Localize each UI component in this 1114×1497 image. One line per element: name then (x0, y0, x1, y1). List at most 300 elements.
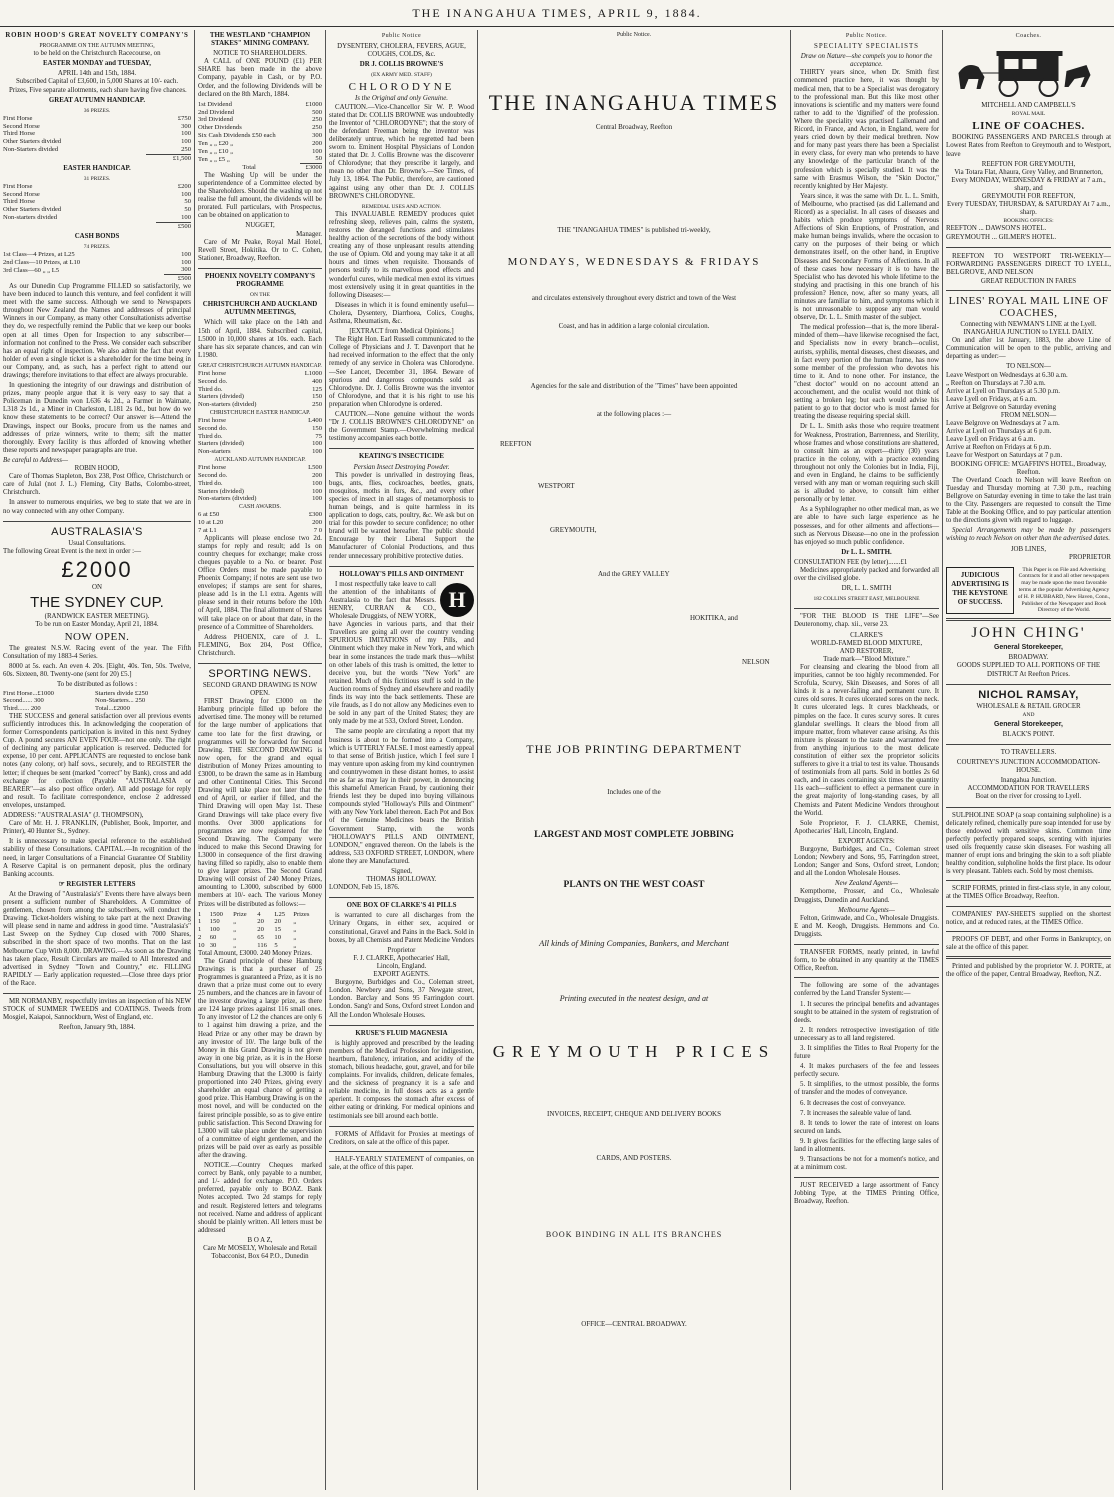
job-printing-note: Printing executed in the neatest design, and at (559, 994, 709, 1003)
table-row: 1 150 „ 20 20 „ (198, 918, 297, 926)
list-item: 4. It makes purchasers of the fee and lessees perfectly secure. (794, 1063, 939, 1079)
table-row: Third Horse 100 (3, 130, 191, 138)
kruse-body: is highly approved and prescribed by the leading members of the Medical Profession for indigestion, heartburn, flatulency, irritation, and acidity of the stomach, bilious headache, gout, gravel, and for bile complaints. For invalids, children, delicate females, and the sickness of pregnancy it is a safe and reliable medicine, in full doses acts as a gentle aperient. It composes the stomach after excess of either eating or drinking. For medical opinions and testimonials see bill around each bottle. (329, 1039, 474, 1120)
advantages-intro: The following are some of the advantages conferred by the Land Transfer System:— (794, 982, 939, 998)
table-row: 1 100 „ 20 15 „ (198, 926, 297, 934)
australasia-franklin: Care of Mr. H. J. FRANKLIN, (Publisher, Book, Importer, and Printer), 40 Hunter St., Sydney. (3, 820, 191, 836)
table-row: Ten „ „ £10 „ 100 (198, 147, 322, 155)
courtney-advert (946, 749, 1111, 802)
column-3 (326, 30, 477, 1490)
australasia-subtitle: Usual Consultations. (68, 539, 126, 547)
job-invoices: INVOICES, RECEIPT, CHEQUE AND DELIVERY BOOKS (546, 1110, 722, 1118)
smith-medicines: Medicines appropriately packed and forwarded all over the civilised globe. (794, 567, 939, 583)
job-includes: Includes one of the (607, 788, 661, 796)
melbourne-agents-heading: Melbourne Agents— (838, 906, 895, 914)
phoenix-table-3 (198, 464, 322, 503)
sporting-news-subtitle: SECOND GRAND DRAWING IS NOW OPEN. (202, 682, 318, 698)
australasia-body-3: At the Drawing of "Australasia's" Events there have always been present a sufficient number of Shareholders. A Committee of gentlemen, chosen from among the subscribers, will conduct the Drawing. Ticket-holders wishing to take part at the next Drawing will please send in name and address in good time. "Australasia's" Last Sweep on the Sydney Cup closed with 7000 Shares, subscribed in the short space of two months. That on the last Melbourne Cup With 8,000. DRAWING.—As soon as the Drawing has taken place, Result Circulars are mailed to All Interested and advertised in Sydney "Town and Country," etc. FILLING RAPIDLY — Early application requested.—Close three days prior of the Race. (3, 890, 191, 987)
phoenix-body-2: Applicants will please enclose two 2d. stamps for reply and result; add 1s on country cheques for exchange; make cross cheques payable to a No. or bearer. Post Office Orders must be made payable to Phoenix Company; if notes are sent use two envelopes; if stamps are sent for shares, please add 1s in the L1 extra. Agents will please send in their returns before the 10th of April, 1884. The final allotment of Shares will take place on or about that date, in the presence of a Committee of Shareholders. (198, 534, 322, 631)
phoenix-great-handicap: GREAT CHRISTCHURCH AUTUMN HANDICAP. (198, 362, 322, 369)
connecting-newman: Connecting with NEWMAN'S LINE at the Lyell. (960, 320, 1097, 328)
notice-places-intro: at the following places :— (596, 410, 672, 418)
phoenix-meetings: CHRISTCHURCH AND AUCKLAND AUTUMN MEETINGS, (202, 301, 318, 317)
autumn-prizes-count: 36 PRIZES. (83, 107, 111, 114)
phoenix-body: Which will take place on the 14th and 15th of April, 1884. Subscribed capital, L5000 in 10,000 shares at 10s. each. Each share has six separate chances, and can win L1980. (198, 319, 322, 359)
collis-browne-title: DR J. COLLIS BROWNE'S (359, 61, 444, 69)
dysentery-heading: DYSENTERY, CHOLERA, FEVERS, AGUE, COUGHS, COLDS, &c. (337, 43, 466, 59)
divider (3, 993, 191, 994)
divider (946, 744, 1111, 745)
smith-address: 182 COLLINS STREET EAST, MELBOURNE (813, 596, 920, 603)
overland-notice: The Overland Coach to Nelson will leave Reefton on Tuesday and Thursday morning at 7.30 p.m., reaching Bellgrove on Saturday evening in time to take the last train to the City. Passengers are requested to consult the Time Table at the Booking Office, and to pay particular attention to the directions given with regard to luggage. (946, 476, 1111, 525)
robin-hood-days: EASTER MONDAY and TUESDAY, (43, 60, 151, 68)
divider (329, 1151, 474, 1152)
phoenix-cash-awards: CASH AWARDS. (238, 504, 282, 511)
collis-army: (EX ARMY MED. STAFF) (371, 72, 432, 79)
booking-offices: BOOKING OFFICES: (1003, 218, 1054, 225)
randwick-meeting: (RANDWICK EASTER MEETING). (44, 612, 150, 620)
table-row: 2nd Dividend 500 (198, 108, 322, 116)
blood-body: For cleansing and clearing the blood from all impurities, cannot be too highly recommended. For Scrofula, Scurvy, Skin Diseases, and Sores of all kinds it is a never-failing and permanent cure. It cures old sores. It cures ulcerated sores on the neck. It cures ulcerated legs. It cures blackheads, or pimples on the face. It cures scurvy sores. It cures glandular swellings. It clears the blood from all impure matter, from whatever cause arising. As this mixture is pleasant to the taste and warranted free from anything injurious to the most delicate constitution of either sex the proprietor solicits sufferers to give it a trial to test its value. Thousands of testimonials from all parts. Sold in bottles 2s 6d each, and in cases containing six times the quantity 11s each—sufficient to effect a permanent cure in the great majority of long-standing cases, by all Chemists and Patent Medicine Vendors throughout the World. (794, 663, 939, 817)
smith-body: THIRTY years since, when Dr. Smith first commenced practice here, it was thought by medical men, that to be a Specialist was derogatory to the professional man. But this like most other innovations is scientific and my matters were found rather to add to the 'dignified' of the profession. Where the speciality was practised Lallemand and Ricord, in France, and Acton, in England, were for years cried down by their medical brethren. Now and for many past years there has been a Specialist in every class, for every man who pretends to have any knowledge of the particular branch of the profession which is specially studied. It was the same with Erasmus Wilson, the "Skin Doctor," recently knighted by Her Majesty. (794, 69, 939, 190)
clarke-pills-title: ONE BOX OF CLARKE'S 41 PILLS (346, 902, 457, 910)
robin-hood-note: In answer to numerous enquiries, we beg to state that we are in no way connected with any other Company. (3, 499, 191, 515)
table-row: 3rd Dividend 250 (198, 116, 322, 124)
blood-restorer: AND RESTORER, (839, 647, 894, 655)
sporting-news-body: FIRST Drawing for £3000 on the Hamburg principle filled up before the advertised time. The money will be returned for the large number of applications that came too late for the first drawing, or programmes will be forwarded for Second Drawing. THE SECOND DRAWING is now open, for the grand and equal distribution of Money Prizes amounting to £3000, to be drawn the same as in Hamburg and other Continental Cities. This Second Drawing will take place not later that the end of April, or earlier if filled, and the Third Drawing will open May 1st. These Grand Drawings will take place every five months. Over 3000 applications for programmes are now registered for the Second Drawing. The Company were induced to make this Second Drawing for L3000 in consequence of the first drawing having filled so rapidly, also to enable them to give larger prizes. The Second Grand Drawing will consist of 240 Money Prizes, amounting to L3000, subscribed by 6000 members at 10/- each. The various Money Prizes will be distributed as follows:— (198, 698, 322, 908)
keatings-advert (329, 453, 474, 560)
table-row: 7 at L1 7 0 (198, 526, 322, 534)
westport-notice: REEFTON TO WESTPORT TRI-WEEKLY—FORWARDING PASSENGERS DIRECT TO LYELL, BELGROVE, AND NELSON (946, 251, 1111, 276)
greymouth-prices: GREYMOUTH PRICES (492, 1042, 776, 1061)
table-row: £500 (3, 222, 191, 230)
australasia-title: AUSTRALASIA'S (51, 525, 143, 538)
printed-by: Printed and published by the proprietor W. J. PORTE, at the office of the paper, Central Broadway, Reefton, N.Z. (946, 962, 1111, 978)
holloway-advert (329, 571, 474, 893)
normanby-date: Reefton, January 9th, 1884. (58, 1024, 136, 1032)
clarke-place: Lincoln, England. (376, 962, 427, 970)
table-row: £500 (3, 275, 191, 283)
place-westport: WESTPORT (538, 482, 575, 490)
table-row: Second...... 300 Non-Starters... 250 (3, 697, 146, 705)
divider (329, 897, 474, 898)
smith-body-2: Years since, it was the same with Dr. L. L. Smith, of Melbourne, who practised (as did Lallemand and Ricord) as a specialist. In all cases of diseases and habits which produce symptoms of Nervous Affections of Skin Eruptions, of Prostration, and make human beings invalids, where the occasion to carry on the purposes of their being or which demonstrates itself, on the other hand, in Eruptive Diseases and Secondary Forms of Affections. In all of these cases how necessary it is to have the Specialist who has devoted his whole lifetime to the studying and practising in this one branch of his profession? Hence, now, after so many years, all minutes are familiar to him, and symptoms which it is not unreasonable to suppose any man would observe, Dr. L. L. Smith master of the subject. (794, 192, 939, 322)
ramsay-and: AND (1022, 711, 1035, 718)
schedule-row: Leave Lyell on Fridays, at 6 a.m. (946, 395, 1037, 403)
normanby-advert (3, 998, 191, 1032)
table-row: 10 30 „ 116 5 „ (198, 941, 297, 949)
hubbard-advert (946, 567, 1111, 615)
schedule-row: Arrive at Belgrove on Saturday evening (946, 403, 1057, 411)
australasia-now-open: NOW OPEN. (64, 631, 130, 644)
table-row: 2 60 „ 65 10 „ (198, 934, 297, 942)
divider (198, 268, 322, 269)
column-header: Public Notice. (845, 33, 888, 39)
table-row: 6 at £50 £300 (198, 511, 322, 519)
westland-manager: Manager. (296, 230, 322, 238)
ramsay-store: General Storekeeper, (994, 720, 1063, 728)
robin-hood-held: to be held on the Christchurch Racecourse, on (33, 50, 161, 58)
holloway-signature: THOMAS HOLLOWAY. (366, 876, 437, 884)
john-ching-advert (946, 625, 1111, 678)
land-transfer-advert (794, 982, 939, 1172)
blood-verse: "FOR THE BLOOD IS THE LIFE"—See Deuteronomy, chap. xii., verse 23. (794, 613, 939, 629)
australasia-distribution-label: To be distributed as follows : (56, 681, 138, 689)
autumn-handicap-heading: GREAT AUTUMN HANDICAP. (48, 96, 146, 104)
divider (329, 1126, 474, 1127)
smith-body-4: Dr L. L. Smith asks those who require treatment for Weakness, Prostration, Barrenness, and Sterility, whose frames and whose constitutions are shattered, to consult him as an expert—thirty (30) years practice in the colony, with a practice extending throughout not only the Colonies but in India, Fiji, and even in England, he claims to be sufficiently versed with any man or woman requiring such skill as is alluded to above, to consult him either personally or by letter. (794, 423, 939, 504)
schedule-row: Arrive at Reefton on Fridays at 6 p.m. (946, 444, 1052, 452)
keatings-title: KEATING'S INSECTICIDE (358, 453, 445, 461)
notice-coast: Coast, and has in addition a large colonial circulation. (558, 322, 710, 330)
smith-signature: Dr L. L. SMITH. (841, 548, 892, 556)
collis-diseases: Diseases in which it is found eminently useful—Cholera, Dysentery, Diarrhoea, Colics, Coughs, Asthma, Rheumatism, &c. (329, 301, 474, 325)
robin-hood-dates: APRIL 14th and 15th, 1884. (57, 70, 137, 78)
australasia-description: The greatest N.S.W. Racing event of the year. The Fifth Consultation of my 1883-4 Series. (3, 645, 191, 661)
phoenix-easter-handicap: CHRISTCHURCH EASTER HANDICAP. (209, 409, 311, 416)
divider (198, 663, 322, 664)
job-largest: LARGEST AND MOST COMPLETE JOBBING (534, 830, 734, 840)
divider (3, 521, 191, 522)
sporting-total: Total Amount, £3000. 240 Money Prizes. (198, 949, 312, 957)
list-item: 7. It increases the saleable value of land. (800, 1109, 912, 1117)
list-item: 1. It secures the principal benefits and advantages sought to be attained in the system of registration of deeds. (794, 1000, 939, 1024)
divider (946, 684, 1111, 685)
robin-hood-address-label: Be careful to Address— (3, 456, 69, 464)
notice-agencies: Agencies for the sale and distribution of the "Times" have been appointed (530, 382, 738, 390)
masthead: THE INANGAHUA TIMES, APRIL 9, 1884. (0, 0, 1114, 27)
australasia-amount: £2000 (61, 556, 133, 582)
easter-handicap-heading: EASTER HANDICAP. (63, 164, 131, 172)
job-book-binding: BOOK BINDING IN ALL ITS BRANCHES (545, 1230, 723, 1239)
table-row: Ten „ „ £20 „ 200 (198, 139, 322, 147)
proofs-of-debt-notice: PROOFS OF DEBT, and other Forms in Bankruptcy, on sale at the office of this paper. (946, 935, 1111, 951)
table-row: First horse L500 (198, 464, 322, 472)
schedule-row: Leave Belgrove on Wednesdays at 7 a.m. (946, 420, 1060, 428)
hubbard-text: This Paper is on File and Advertising Contracts for it and all other newspapers may be made upon the most favorable terms at the popular Advertising Agency of H. P. HUBBARD, New Haven, Conn., Publisher of the Newspaper and Book Directory of the World. (1017, 566, 1111, 614)
boat-notice: Boat on the river for crossing to Lyell. (975, 793, 1082, 801)
westland-call: A CALL of ONE POUND (£1) PER SHARE has been made in the above Company, payable in Cash, or by P.O. Order, and the following Dividends will be declared on the 8th March, 1884. (198, 58, 322, 98)
proprietor-label: PROPRIETOR (1069, 553, 1111, 561)
ching-title: JOHN CHING' (971, 625, 1086, 642)
clarke-export: EXPORT AGENTS. (373, 971, 430, 979)
table-row: Starters (divided) 100 (198, 487, 322, 495)
holloway-signed: Signed, (391, 868, 412, 875)
mitchell-title: MITCHELL AND CAMPBELL'S (981, 102, 1076, 110)
blood-proprietor: Sole Proprietor, F. J. CLARKE, Chemist, Apothecaries' Hall, Lincoln, England. (794, 819, 939, 835)
smith-fee: CONSULTATION FEE (by letter).......£1 (794, 558, 908, 566)
phoenix-title: PHOENIX NOVELTY COMPANY'S PROGRAMME (204, 272, 315, 289)
schedule-row: Arrive at Lyell on Thursdays at 6 p.m. (946, 428, 1052, 436)
table-row: Non-starters (divided) 100 (198, 495, 322, 503)
export-agents-heading: EXPORT AGENTS: (838, 837, 895, 845)
sporting-care-of: Care Mr MOSELY, Wholesale and Retail Tobacconist, Box 64 P.O., Dunedin (203, 1245, 317, 1261)
table-row: Third do. 75 (198, 432, 322, 440)
cash-prizes-count: 74 PRIZES. (83, 243, 111, 250)
robin-hood-title: ROBIN HOOD'S GREAT NOVELTY COMPANY'S (5, 32, 189, 39)
australasia-prize-table (3, 690, 191, 713)
holloway-body: I most respectfully take leave to call the attention of the inhabitants of Australasia to the fact that Messrs. HENRY, CURRAN & CO., Wholesale Druggists, of NEW YORK, have Agencies in various parts, and that their Travellers are going all over the country vending SPURIOUS IMITATIONS of my Pills, and Ointment which they make in New York, and which bear in some instances the trade mark thus—whilst on other labels of this trash is omitted, the letter to deceive you, but the words "New York" are retained. Much of this fictitious stuff is sold in the Auction rooms of Sydney and elsewhere and readily finds its way into the back settlements. These are vile frauds, as I do not allow any Medicines even to be sold in any part of the United States; they are only made by me at 533, Oxford Street, London. (329, 580, 474, 726)
collis-caution: CAUTION.—None genuine without the words "Dr J. COLLIS BROWNE'S CHLORODYNE" on the Government Stamp.—Overwhelming medical testimony accompanies each bottle. (329, 411, 474, 443)
notice-title: THE INANGAHUA TIMES (488, 90, 780, 115)
collis-body-2: This INVALUABLE REMEDY produces quiet refreshing sleep, relieves pain, calms the system, restores the deranged functions and stimulates healthy action of the secretions of the body without creating any of those unpleasant results attending the use of Opium. Old and young may take it at all hours and times when requisite. Thousands of persons testify to its marvellous good effects and wonderful cures, while medical men extol its virtues most extensively using it in great quantities in the following Diseases:— (329, 210, 474, 299)
to-travellers: TO TRAVELLERS. (1000, 749, 1057, 757)
clarke-pills-body: is warranted to cure all discharges from the Urinary Organs, in either sex, acquired or constitutional, Gravel and Pains in the Back. Sold in boxes, by all Chemists and Patent Medicine Vendors (329, 912, 474, 944)
schedule-row: Leave Westport on Wednesdays at 6.30 a.m. (946, 371, 1068, 379)
nz-agents-body: Kempthorne, Prosser, and Co., Wholesale Druggists, Dunedin and Auckland. (794, 888, 939, 904)
table-row: 1st Dividend £1000 (198, 100, 322, 108)
table-row: Second Horse 300 (3, 122, 191, 130)
clarke-pills-advert (329, 902, 474, 1019)
booking-text: BOOKING PASSENGERS AND PARCELS through at Lowest Rates from Reefton to Greymouth and to Westport, leave (946, 134, 1111, 158)
cash-bonds-heading: CASH BONDS (74, 232, 120, 240)
table-row: £1,500 (3, 154, 191, 162)
phoenix-address: Address PHOENIX, care of J. L. FLEMING, Box 204, Post Office, Christchurch. (198, 633, 322, 657)
stagecoach-illustration (946, 43, 1111, 99)
table-row: 10 at L20 200 (198, 519, 322, 527)
sulpholine-notice: SULPHOLINE SOAP (a soap containing sulpholine) is a delicately refined, chemically pure soap intended for use by those endowed with sensitive skins. Common time perfectly perfectly prepared soaps, scenting with injuries used oils frequently cause skin diseases. For washing all manner of erupt ions and bringing the skin to a soft pliable healthy condition, sulpholine holds the first place. Its odour is very pleasant. Tablets each. Sold by most chemists. (946, 811, 1111, 876)
phoenix-advert (198, 273, 322, 658)
job-printing-heading: THE JOB PRINTING DEPARTMENT (526, 742, 742, 756)
schedule-row: Leave Lyell on Fridays at 6 a.m. (946, 436, 1036, 444)
table-row: Non-starters divided 100 (3, 214, 191, 222)
place-greymouth: GREYMOUTH, (550, 526, 597, 534)
booking-office: BOOKING OFFICE: M'GAFFIN'S HOTEL, Broadway, Reefton. (950, 460, 1107, 476)
table-row: Ten „ „ £5 „ 50 (198, 155, 322, 163)
table-row: Second do. 150 (198, 424, 322, 432)
dr-smith-advert (794, 43, 939, 603)
notice-address: Central Broadway, Reefton (595, 123, 673, 131)
robin-hood-body-2: In questioning the integrity of our drawings and distribution of prizes, many people argue that it is very easy to say that a Policeman in Dunedin won L636 4s 2d., a Farmer in Waimate, L318 2s 1d., a Miner in Charleston, L181 2s 0d., but how do we know these statements to be correct? Our answer is—Attend the Drawings, inspect our Books, procure from us the names and addresses of prize winners, write to them; sift the matter thoroughly. Every facility is thus afforded of knowing whether these reports and newspaper paragraphs are true. (3, 382, 191, 454)
table-row: 1st Class—4 Prizes, at L25 100 (3, 250, 191, 258)
phoenix-on: ON THE (250, 292, 270, 299)
westland-body: The Washing Up will be under the superintendence of a Committee elected by the Shareholders. Should the washing up not realise the full amount, the dividends will be prorated. Full particulars, with Prospectus, can be obtained on application to (198, 171, 322, 220)
from-nelson: FROM NELSON— (1000, 412, 1057, 419)
divider (329, 448, 474, 449)
reefton-to-greymouth: REEFTON FOR GREYMOUTH, (981, 160, 1076, 168)
australasia-on: ON (92, 583, 102, 591)
melbourne-agents-body: Felton, Grimwade, and Co., Wholesale Druggists. E and M. Keogh, Druggists. Hemmons and Co. Druggists. (794, 914, 939, 938)
list-item: 5. It simplifies, to the utmost possible, the forms of transfer and the modes of conveyance. (794, 1081, 939, 1097)
column-6 (943, 30, 1114, 1490)
notice-published: THE "INANGAHUA TIMES" is published tri-weekly, (557, 226, 711, 234)
westland-title: THE WESTLAND "CHAMPION STAKES" MINING COMPANY. (209, 32, 311, 48)
divider (946, 618, 1111, 621)
australasia-event-intro: The following Great Event is the next in order :— (3, 547, 141, 555)
clarke-agents: Burgoyne, Burbidges and Co., Coleman street, London. Newbery and Sons, 37 Newgate street, London. Barclay and Sons 95 Farringdon court. London. Sang'r and Sons, Oxford street London and All the London Wholesale Houses. (329, 979, 474, 1019)
holloway-date: LONDON, Feb 15, 1876. (329, 884, 400, 892)
lines-royal-mail-advert (946, 295, 1111, 562)
australasia-address: ADDRESS: "AUSTRALASIA" (J. THOMPSON), (3, 812, 144, 820)
australasia-body: THE SUCCESS and general satisfaction over all previous events sufficiently introduces this. In acknowledging the cooperation of former Correspondents participation is invited in this next Sydney Cup. A pound secures AN EVEN FOUR—not one only. The right of declining any particular application is reserved. Deducted for expense, 10 per cent. APPLICANTS are requested to enclose bank notes (any colony, or) half sovs., securely, and to REGISTER the letter; if cheques be sent (marked "correct" by Bank), cross and add exchange for collection (Payable "AUSTRALASIA or BEARER"—as also post office order). All add postage for reply and result. To facilitate correspondence, enclose 2 addressed envelopes, unstamped. (3, 712, 191, 809)
via-route: Via Totara Flat, Ahaura, Grey Valley, and Brunnerton, (954, 168, 1103, 176)
schedule-every: Every MONDAY, WEDNESDAY & FRIDAY at 7 a.m., sharp, and (951, 176, 1106, 192)
divider (946, 931, 1111, 932)
column-header: Public Notice (381, 33, 422, 39)
divider (946, 807, 1111, 808)
column-header: Coaches. (1015, 33, 1042, 39)
australasia-advert (3, 526, 191, 988)
table-row: Third Horse 50 (3, 198, 191, 206)
collis-extract: [EXTRACT from Medical Opinions.] (349, 328, 454, 336)
holloway-body-2: The same people are circulating a report that my business is about to be formed into a Company, which is UTTERLY FALSE. I most earnestly appeal to that sense of British justice, which I feel sure I may venture upon asking from my kind countrymen and countrywomen in these distant homes, to assist me as far as may lay in their power, in denouncing this shameful American Fraud, by cautioning their friends lest they be duped into buying villainous compounds styled "Holloway's Pills and Ointment" with any New York label thereon. Each Pot and Box of the Genuine Medicines bears the British Government Stamp, with the words "HOLLOWAY'S PILLS AND OINTMENT, LONDON," engraved thereon. On the labels is the address, 533 OXFORD STREET, LONDON, where alone they are Manufactured. (329, 728, 474, 865)
column-1 (0, 30, 194, 1490)
table-row: Second do. 200 (198, 471, 322, 479)
holloway-title: HOLLOWAY'S PILLS AND OINTMENT (339, 570, 464, 578)
table-row: Third do. 125 (198, 385, 322, 393)
inangahua-junction: Inangahua Junction. (1000, 777, 1057, 785)
blood-trademark: Trade mark—"Blood Mixture." (823, 655, 910, 663)
divider (946, 906, 1111, 907)
schedule-every-2: Every TUESDAY, THURSDAY, & SATURDAY At 7 a.m., sharp. (946, 201, 1111, 217)
collis-body: CAUTION.—Vice-Chancellor Sir W. P. Wood stated that Dr. COLLIS BROWNE was undoubtedly the Inventor of "CHLORODYNE"; that the story of the defendant Freeman being the inventor was deliberately untrue, which he regretted had been sworn to. Eminent Hospital Physicians of London stated that Dr. J. Collis Browne was the discoverer of Chlorodyne; that they prescribe it largely, and mean no other than Dr. Browne's.—See Times, of July 13, 1864. The Public, therefore, are cautioned against using any other than Dr. J. COLLIS BROWNE'S CHLORODYNE. (329, 103, 474, 200)
keystone-box: JUDICIOUS ADVERTISING IS THE KEYSTONE OF SUCCESS. (946, 567, 1014, 615)
inangahua-times-notice (478, 30, 790, 1490)
column-2 (195, 30, 325, 1490)
notice-days: MONDAYS, WEDNESDAYS & FRIDAYS (507, 256, 761, 268)
ching-broadway: BROADWAY. (1008, 654, 1049, 662)
lines-title: LINES' ROYAL MAIL LINE OF COACHES, (948, 294, 1109, 319)
to-nelson: TO NELSON— (1006, 363, 1051, 371)
list-item: 2. It renders retrospective investigation of title unnecessary as to all land registered. (794, 1026, 939, 1042)
robin-hood-body: As our Dunedin Cup Programme FILLED so satisfactorily, we have been induced to launch this venture, and feel confident it will meet with the same success. Although we send to Newspapers throughout New Zealand the Names and addresses of principal Winners in our Company, as many other Consultationists advertise they do, we respectfully remind the Public that we keep our books open at all times Open for Inspection to any subscriber—information not confined to the Press. We consider each subscriber has an equal right of inspection. We also admit the fact that every holder of even a single ticket is a shareholder for the time being in our Company, and, as such, has a perfect right to attend our drawings; therefore invitations to that effect are always procurable. (3, 282, 191, 379)
dividends-table (198, 101, 322, 172)
nichol-ramsay-advert (946, 689, 1111, 739)
schedule-row: „ Reefton on Thursdays at 7.30 a.m. (946, 379, 1046, 387)
westland-notice: NOTICE TO SHAREHOLDERS. (213, 50, 307, 58)
table-row: Third....... 200 Total...£2000 (3, 705, 130, 713)
job-kinds: All kinds of Mining Companies, Bankers, and Merchant (539, 938, 729, 948)
table-row: First horse L1000 (198, 369, 322, 377)
table-row: First Horse £750 (3, 114, 191, 122)
keatings-subtitle: Persian Insect Destroying Powder. (353, 463, 450, 471)
list-item: 9. It gives facilities for the effecting large sales of land in allotments. (794, 1137, 939, 1153)
divider (329, 1025, 474, 1026)
table-row: 1 1500 Prize 4 L25 Prizes (198, 910, 310, 918)
line-of-coaches: LINE OF COACHES. (972, 120, 1085, 133)
collis-body-3: The Right Hon. Earl Russell communicated to the College of Physicians and J. T. Davenport that he had received information to the effect that the only remedy of any service in Cholera was Chlorodyne.—See Lancet, December 31, 1864. Beware of spurious and dangerous compounds sold as Chlorodyne. Dr. J. Collis Browne was the inventor of Chlorodyne, and that it is his right to use his preparation when Chlorodyne is ordered. (329, 336, 474, 408)
transfer-forms-notice: TRANSFER FORMS, neatly printed, in lawful form, to be obtained in any quantity at the TIMES Office, Reefton. (794, 949, 939, 973)
speciality-heading: SPECIALITY SPECIALISTS (813, 43, 919, 51)
robin-hood-care-of: Care of Thomas Stapleton, Box 238, Post Office, Christchurch or care of Julal (not J. L.) Fleming, City Baths, Colombo-street, Christchurch. (3, 473, 191, 497)
place-nelson: NELSON (742, 658, 770, 666)
forms-notice: FORMS of Affidavit for Proxies at meetings of Creditors, on sale at the office of this paper. (329, 1130, 474, 1146)
place-reefton: REEFTON (500, 440, 532, 448)
table-row: First horse L400 (198, 417, 322, 425)
great-reduction: GREAT REDUCTION IN FARES (980, 277, 1077, 285)
table-row: Non-starters (divided) 250 (198, 401, 322, 409)
chlorodyne-advert (329, 43, 474, 443)
center-header: Public Notice. (616, 32, 652, 38)
australasia-run-date: To be run on Easter Monday, April 21, 1884. (35, 620, 159, 628)
office-reefton: REEFTON ... DAWSON'S HOTEL. (946, 225, 1047, 233)
table-row: Six Cash Dividends £50 each 300 (198, 131, 322, 139)
smith-body-3: The medical profession—that is, the more liberal-minded of them—have likewise recognised the fact, and Specialists now in every branch—oculist, aurists, syphilis, mental diseases, chest diseases, and in fact every portion of the human frame, has now some member of the profession who devotes his time to it. And to none other. For instance, the "chest doctor" would on no account attend an accouchement, and the oculist would not think of setting a broken leg; but each would advise his patient to go to that doctor who is most famed for treating the disease requiring special skill. (794, 324, 939, 421)
normanby-text: MR NORMANBY, respectfully invites an inspection of his NEW STOCK of SUMMER TWEEDS and COATINGS. Tweeds from Mosgiel, Kaiapoi, Sannockburn, West of England, etc. (3, 998, 191, 1022)
schedule-row: Arrive at Lyell on Thursdays at 5.30 p.m. (946, 387, 1060, 395)
office-greymouth: GREYMOUTH ... GILMER'S HOTEL. (946, 233, 1057, 241)
robin-hood-capital: Subscribed Capital of £3,600, in 5,000 Shares at 10/- each. (15, 78, 179, 86)
ramsay-point: BLACK'S POINT. (1002, 730, 1055, 738)
kruse-title: KRUSE'S FLUID MAGNESIA (355, 1029, 448, 1037)
list-item: 8. It tends to lower the rate of interest on loans secured on lands. (794, 1119, 939, 1135)
table-row: Non-Starters divided 250 (3, 146, 191, 154)
divider (794, 977, 939, 978)
sporting-news-advert (198, 668, 322, 1261)
sporting-prize-table (198, 911, 322, 950)
table-row: 2nd Class—10 Prizes, at L10 100 (3, 258, 191, 266)
easter-prize-table (3, 183, 191, 231)
table-row: Second do. 400 (198, 377, 322, 385)
ramsay-title: NICHOL RAMSAY, (978, 688, 1079, 701)
collis-original: Is the Original and only Genuine. (354, 95, 448, 103)
phoenix-table-4 (198, 511, 322, 534)
collis-remedial: REMEDIAL USES AND ACTION. (361, 203, 442, 210)
clarke-proprietor-label: Proprietor (387, 946, 416, 954)
robin-hood-advert (3, 32, 191, 516)
table-row: Other Dividends 250 (198, 124, 322, 132)
divider (946, 290, 1111, 291)
australasia-shares: 8000 at 5s. each. An even 4. 20s. [Eight, 40s. Ten, 50s. Twelve, 60s. Sixteen, 80. Twenty-one (sent for 20) £5.] (3, 663, 191, 679)
westland-advert (198, 32, 322, 263)
australasia-body-2: It is unnecessary to make special reference to the established stability of these Consultations. CAPITAL.—In recognition of the need, in larger Consultations of a Financial Guarantee Of Stability A Reserve Capital is on permanent deposit, plus the ordinary Banking accounts. (3, 838, 191, 878)
nz-agents-heading: New Zealand Agents— (834, 880, 899, 888)
table-row: Other Starters divided 50 (3, 206, 191, 214)
sydney-cup-title: THE SYDNEY CUP. (30, 593, 164, 611)
accommodation: ACCOMMODATION FOR TRAVELLERS (967, 785, 1090, 793)
easter-prizes-count: 31 PRIZES. (83, 175, 111, 182)
export-agents-body: Burgoyne, Burbidges, and Co., Coleman street London; Newbery and Sons, 95, Farringdon street, London; Sanger and Sons, Oxford street, London; and all the London Wholesale Houses. (794, 846, 939, 878)
list-item: 3. It simplifies the Titles to Real Property for the future (794, 1044, 939, 1061)
greymouth-to-reefton: GREYMOUTH FOR REEFTON, (981, 193, 1076, 201)
place-hokitika: HOKITIKA, and (690, 614, 738, 622)
mitchell-campbell-advert (946, 102, 1111, 241)
smith-body-5: As a Syphilographer no other medical man, as we are able to have such large experience as he possesses, and for other ailments and affections—such as Nervous Disease—no one in the profession has enjoyed so much public confidence. (794, 506, 939, 546)
keatings-body: This powder is unrivalled in destroying fleas, bugs, ants, flies, cockroaches, beetles, gnats, mosquitos, moths in furs, &c., and every other species of insect in all stages of metamorphosis to human beings, and is quite harmless in its application to dogs, cats, poultry, &c. We ask but on trial for this powder to secure confidence; no other brand will be wanted hereafter. The public should Encourage by their Liberal Support the Manufacturer of Colonial Productions, and thus render unnecessary prohibitive protective duties. (329, 471, 474, 560)
divider (946, 956, 1111, 959)
scrip-forms-notice: SCRIP FORMS, printed in first-class style, in any colour, at the TIMES Office Broadway, Reefton. (946, 885, 1111, 901)
job-office: OFFICE—CENTRAL BROADWAY. (581, 1320, 687, 1328)
half-yearly-notice: HALF-YEARLY STATEMENT of companies, on sale, at the office of this paper. (329, 1155, 474, 1171)
blood-mixture-advert (794, 613, 939, 939)
junction-daily: INANGAHUA JUNCTION to LYELL DAILY. (963, 329, 1094, 337)
pointing-hand-icon: ☞ (58, 880, 67, 888)
table-row: 3rd Class—60 „ „ L5 300 (3, 266, 191, 274)
table-row: Third do. 100 (198, 479, 322, 487)
phoenix-auckland-handicap: AUCKLAND AUTUMN HANDICAP. (214, 457, 306, 464)
table-row: Total £3000 (242, 163, 322, 172)
column-5 (791, 30, 942, 1490)
holloway-trademark-icon: H (440, 583, 474, 617)
divider (946, 880, 1111, 881)
register-letters: ☞ REGISTER LETTERS (58, 880, 136, 888)
divider (329, 566, 474, 567)
sporting-boaz: B O A Z, (247, 1236, 273, 1244)
ching-goods: GOODS SUPPLIED TO ALL PORTIONS OF THE DISTRICT At Reefton Prices. (956, 662, 1101, 678)
blood-mixture-title: WORLD-FAMED BLOOD MIXTURE, (810, 639, 923, 647)
robin-hood-programme: PROGRAMME ON THE AUTUMN MEETING, (39, 43, 155, 50)
clarke-name: F. J. CLARKE, Apothecaries' Hall, (353, 954, 450, 962)
courtney-title: COURTNEY'S JUNCTION ACCOMMODATION-HOUSE. (956, 759, 1101, 775)
divider (794, 608, 939, 609)
kruse-advert (329, 1030, 474, 1121)
list-item: 6. It decreases the cost of conveyance. (800, 1099, 906, 1107)
robin-hood-prizes: Prizes, Five separate allotments, each share having five chances. (9, 86, 187, 94)
junction-body: On and after 1st January, 1883, the above Line of Communication will be open to the public, arriving and departing as under:— (946, 337, 1111, 361)
pay-sheets-notice: COMPANIES' PAY-SHEETS supplied on the shortest notice, and at reduced rates, at the TIMES Office. (946, 910, 1111, 926)
table-row: First Horse...£1000 Starters divide £250 (3, 689, 149, 697)
list-item: 9. Transactions be not for a moment's notice, and at a minimum cost. (794, 1156, 939, 1172)
